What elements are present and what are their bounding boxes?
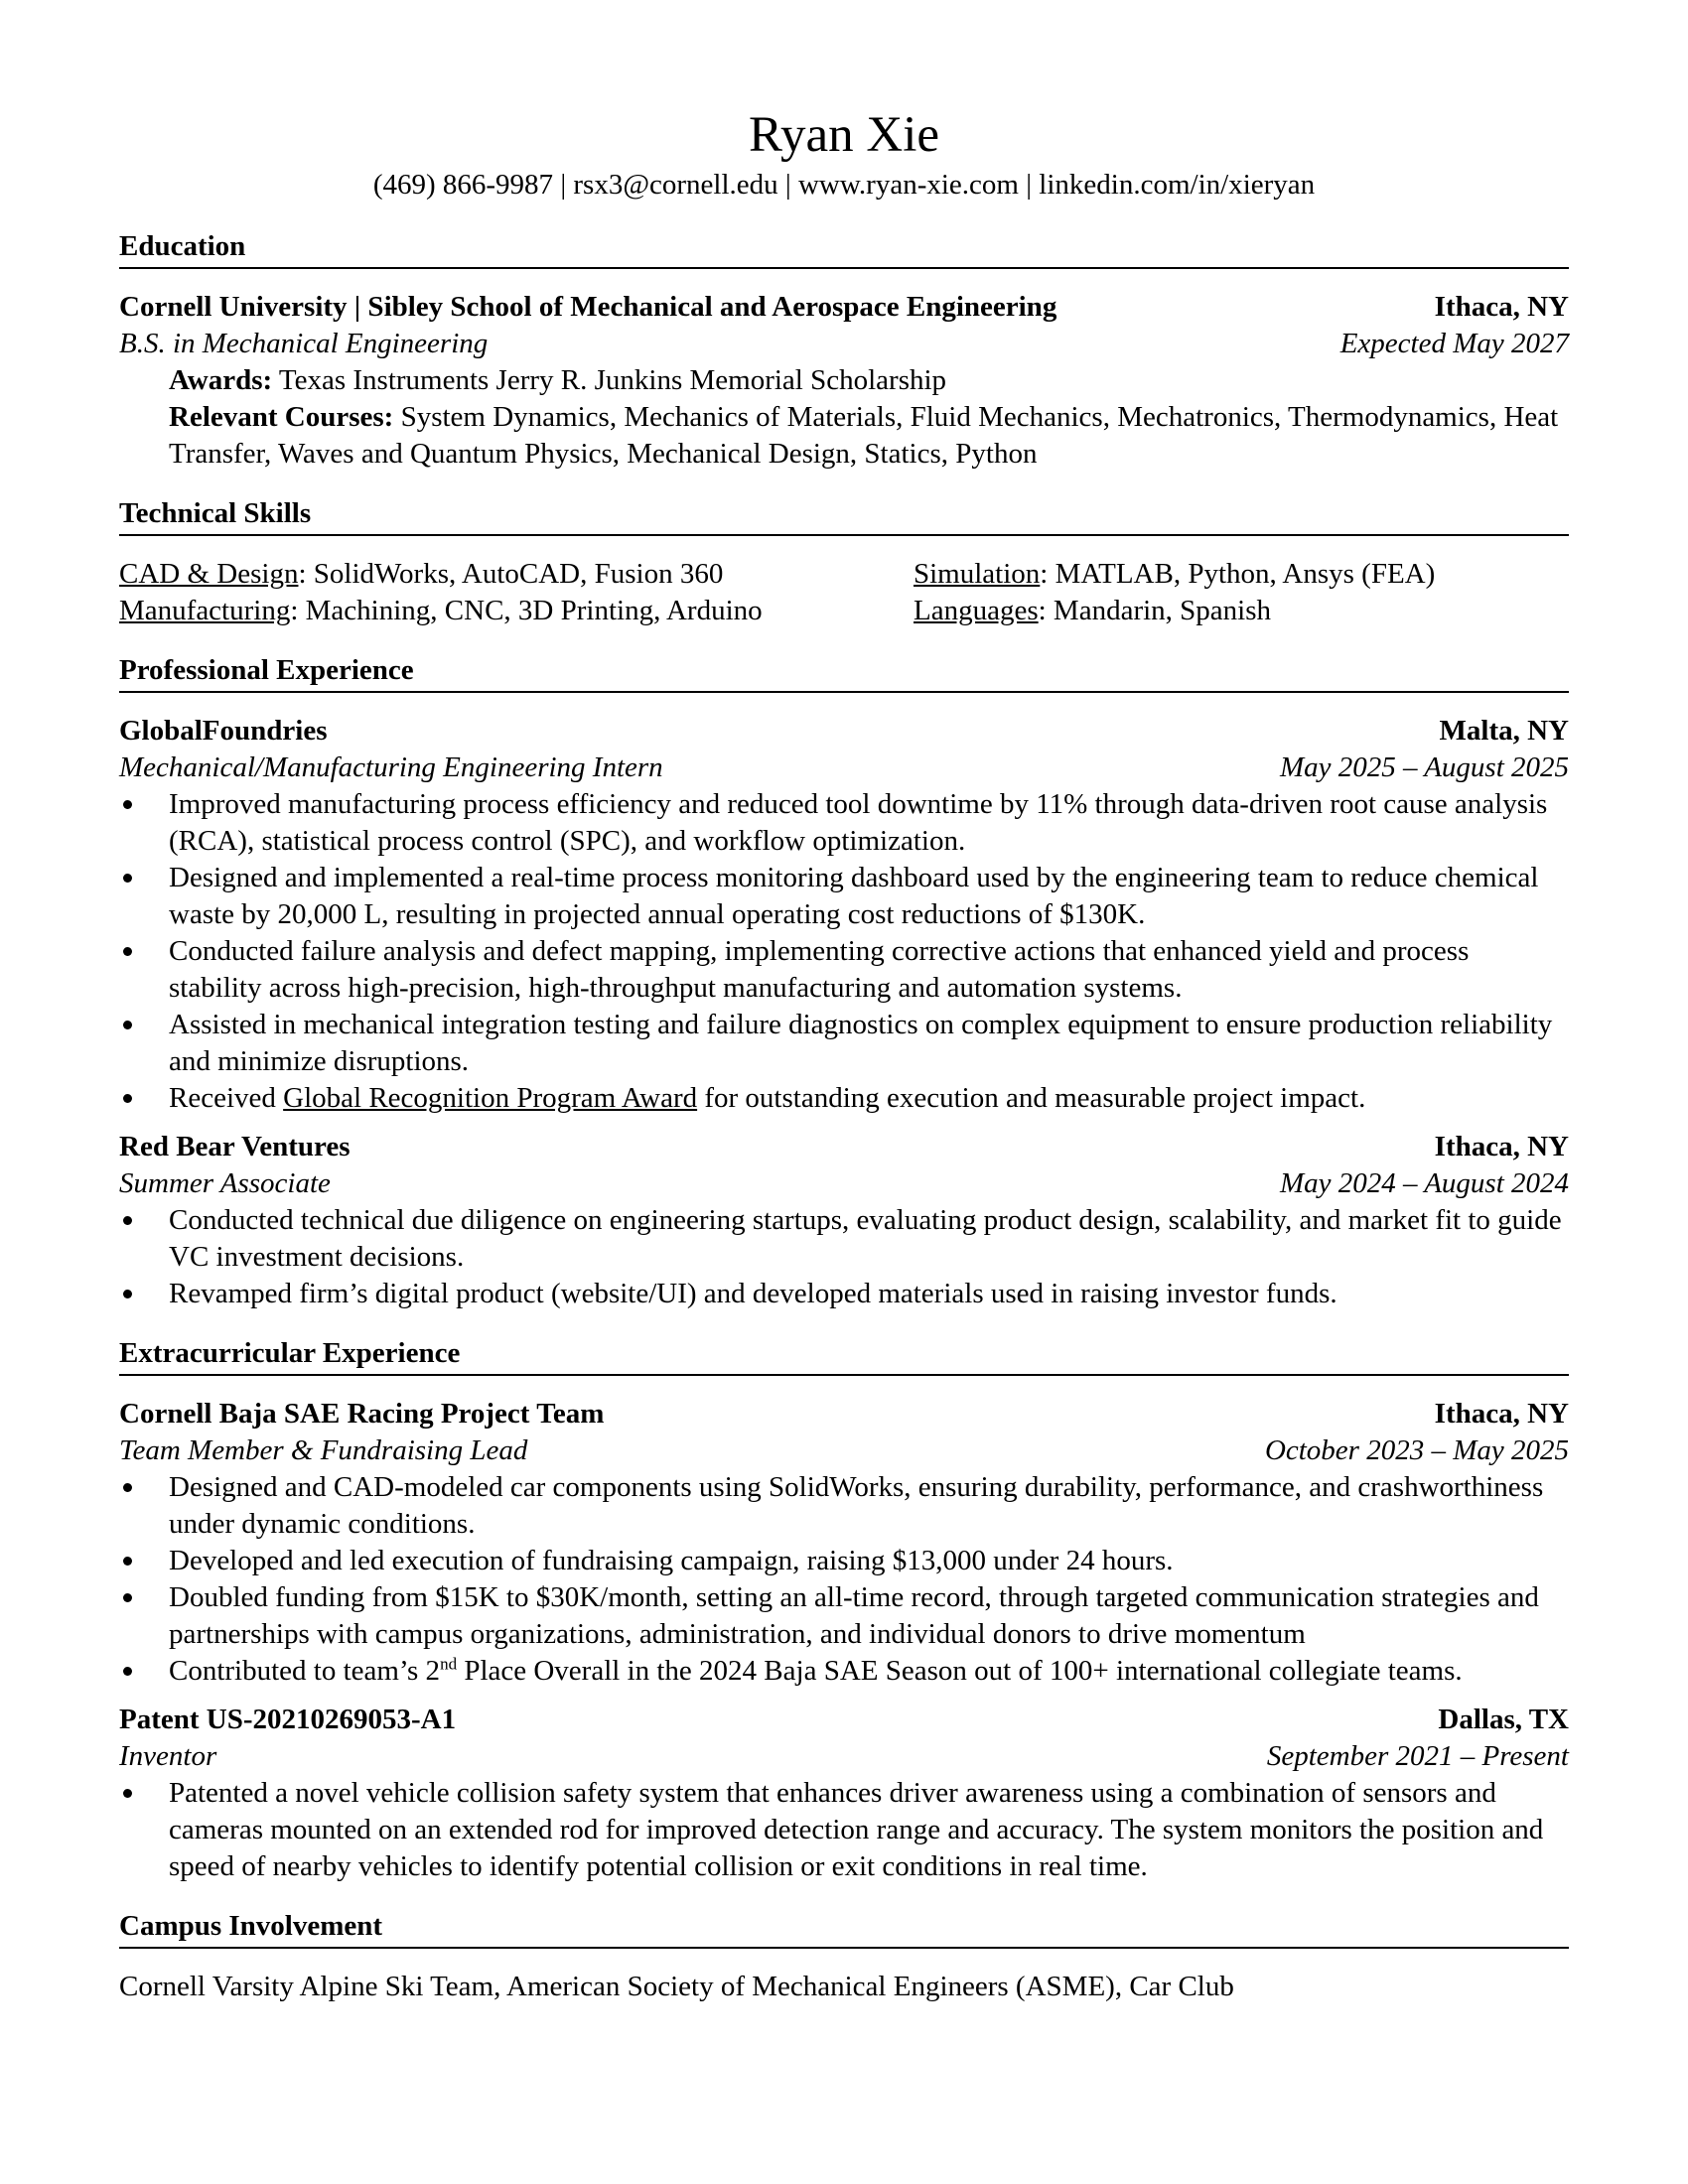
courses-line xyxy=(119,399,1569,473)
activity-role: Inventor xyxy=(119,1740,217,1772)
skills-grid xyxy=(119,556,1569,629)
activity-bullets xyxy=(119,1775,1569,1885)
job-org: Red Bear Ventures xyxy=(119,1131,351,1162)
bullet-text: Contributed to team’s 2 xyxy=(169,1655,441,1687)
bullet-text: Received xyxy=(169,1082,284,1114)
activity-role: Team Member & Fundraising Lead xyxy=(119,1434,528,1466)
job-date: May 2024 – August 2024 xyxy=(1279,1167,1569,1199)
linkedin-link[interactable]: linkedin.com/in/xieryan xyxy=(1039,169,1316,201)
skill-value: : MATLAB, Python, Ansys (FEA) xyxy=(1040,558,1436,590)
courses-text: System Dynamics, Mechanics of Materials, Fluid Mechanics, Mechatronics, Thermodynamics, Heat Transfer, Waves and Quantum Physics, Mechanical Design, Statics, Python xyxy=(169,401,1559,470)
education-entry xyxy=(119,289,1569,473)
email-link[interactable]: rsx3@cornell.edu xyxy=(573,169,778,201)
job-location: Ithaca, NY xyxy=(1434,1131,1569,1162)
activity-entry-baja xyxy=(119,1396,1569,1690)
skill-item xyxy=(119,593,914,629)
graduation-date: Expected May 2027 xyxy=(1339,328,1569,359)
bullet-item: Doubled funding from $15K to $30K/month, setting an all-time record, through targeted communication strategies and partnerships with campus organizations, administration, and individual donors to drive momentum xyxy=(119,1579,1569,1653)
bullet-item: Designed and CAD-modeled car components using SolidWorks, ensuring durability, performance, and crashworthiness under dynamic conditions. xyxy=(119,1469,1569,1543)
job-bullets xyxy=(119,1202,1569,1312)
awards-text: Texas Instruments Jerry R. Junkins Memorial Scholarship xyxy=(272,364,947,396)
website-link[interactable]: www.ryan-xie.com xyxy=(797,169,1019,201)
candidate-name: Ryan Xie xyxy=(749,107,939,163)
skill-label: Manufacturing xyxy=(119,595,291,626)
job-entry-red-bear xyxy=(119,1129,1569,1312)
skill-value: : SolidWorks, AutoCAD, Fusion 360 xyxy=(298,558,724,590)
skill-label: Languages xyxy=(914,595,1039,626)
job-bullets xyxy=(119,786,1569,1117)
activity-date: October 2023 – May 2025 xyxy=(1264,1434,1569,1466)
awards-line xyxy=(119,362,1569,399)
activity-bullets xyxy=(119,1469,1569,1690)
school-location: Ithaca, NY xyxy=(1434,291,1569,323)
bullet-item: Assisted in mechanical integration testing and failure diagnostics on complex equipment to ensure production reliability and minimize disruptions. xyxy=(119,1007,1569,1080)
activity-location: Dallas, TX xyxy=(1438,1704,1569,1735)
activity-location: Ithaca, NY xyxy=(1434,1398,1569,1430)
bullet-item: Revamped firm’s digital product (website/UI) and developed materials used in raising investor funds. xyxy=(119,1276,1569,1312)
activity-entry-patent xyxy=(119,1702,1569,1885)
bullet-item xyxy=(119,1653,1569,1690)
section-title-extracurricular: Extracurricular Experience xyxy=(119,1335,1569,1376)
skill-label: CAD & Design xyxy=(119,558,299,590)
bullet-item: Conducted failure analysis and defect mapping, implementing corrective actions that enhanced yield and process stability across high-precision, high-throughput manufacturing and automation systems. xyxy=(119,933,1569,1007)
separator: | xyxy=(777,169,798,201)
courses-label: Relevant Courses: xyxy=(169,401,394,433)
award-link[interactable]: Global Recognition Program Award xyxy=(283,1082,698,1114)
section-title-professional: Professional Experience xyxy=(119,652,1569,693)
bullet-item xyxy=(119,1080,1569,1117)
job-location: Malta, NY xyxy=(1439,715,1569,747)
activity-date: September 2021 – Present xyxy=(1266,1740,1569,1772)
job-role: Summer Associate xyxy=(119,1167,331,1199)
section-title-skills: Technical Skills xyxy=(119,495,1569,536)
job-entry-globalfoundries xyxy=(119,713,1569,1117)
bullet-item: Conducted technical due diligence on engineering startups, evaluating product design, scalability, and market fit to guide VC investment decisions. xyxy=(119,1202,1569,1276)
activity-org: Patent US-20210269053-A1 xyxy=(119,1704,457,1735)
bullet-item: Developed and led execution of fundraising campaign, raising $13,000 under 24 hours. xyxy=(119,1543,1569,1579)
job-org: GlobalFoundries xyxy=(119,715,328,747)
skill-value: : Mandarin, Spanish xyxy=(1038,595,1272,626)
degree: B.S. in Mechanical Engineering xyxy=(119,328,489,359)
skill-item xyxy=(914,593,1569,629)
skill-value: : Machining, CNC, 3D Printing, Arduino xyxy=(290,595,763,626)
separator: | xyxy=(553,169,574,201)
bullet-item: Improved manufacturing process efficiency and reduced tool downtime by 11% through data-driven root cause analysis (RCA), statistical process control (SPC), and workflow optimization. xyxy=(119,786,1569,860)
bullet-text: for outstanding execution and measurable project impact. xyxy=(697,1082,1366,1114)
contact-line xyxy=(119,167,1569,204)
bullet-item: Designed and implemented a real-time process monitoring dashboard used by the engineering team to reduce chemical waste by 20,000 L, resulting in projected annual operating cost reductions of $130K. xyxy=(119,860,1569,933)
skill-label: Simulation xyxy=(914,558,1041,590)
separator: | xyxy=(1018,169,1040,201)
campus-text: Cornell Varsity Alpine Ski Team, American Society of Mechanical Engineers (ASME), Car Club xyxy=(119,1971,1234,2002)
bullet-text: Place Overall in the 2024 Baja SAE Season out of 100+ international collegiate teams. xyxy=(457,1655,1463,1687)
section-title-campus: Campus Involvement xyxy=(119,1908,1569,1949)
activity-org: Cornell Baja SAE Racing Project Team xyxy=(119,1398,605,1430)
ordinal-suffix: nd xyxy=(440,1654,458,1674)
school-name: Cornell University | Sibley School of Mechanical and Aerospace Engineering xyxy=(119,291,1057,323)
section-title-education: Education xyxy=(119,228,1569,269)
job-role: Mechanical/Manufacturing Engineering Intern xyxy=(119,751,663,783)
skill-item xyxy=(119,556,914,593)
skill-item xyxy=(914,556,1569,593)
resume-page xyxy=(119,107,1569,2005)
awards-label: Awards: xyxy=(169,364,273,396)
bullet-item: Patented a novel vehicle collision safety system that enhances driver awareness using a combination of sensors and cameras mounted on an extended rod for improved detection range and accuracy. The system monitors the position and speed of nearby vehicles to identify potential collision or exit conditions in real time. xyxy=(119,1775,1569,1885)
phone: (469) 866-9987 xyxy=(372,169,554,201)
job-date: May 2025 – August 2025 xyxy=(1279,751,1569,783)
